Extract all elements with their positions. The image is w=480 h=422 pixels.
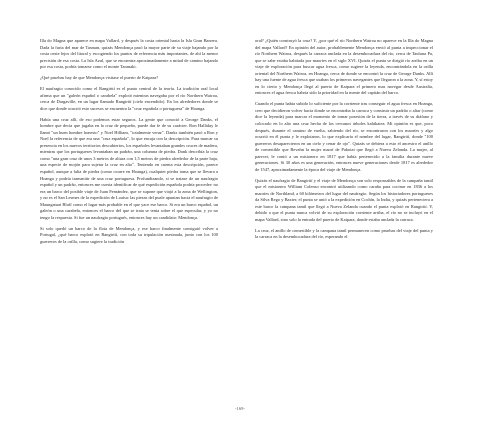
page-number: -169- — [235, 406, 245, 411]
paragraph: ¿Qué pruebas hay de que Mendonça visitase el puerto de Kaipara? — [40, 75, 159, 81]
paragraph: La cruz, el anillo de comestible y la campana tamil permanecen como pruebas del viaje del punta y la carraca en la desembocadura del río, esperando el — [255, 227, 433, 240]
paragraph: Si solo quedó un barco de la flota de Mendonça, y ese barco finalmente consiguió volver a Portugal, ¿qué barco explotó en Rangirití, con toda su tripulación asesinada, junto con los 100 guerreros de la orilla, como sugiere la tradición — [40, 225, 218, 244]
paragraph: El naufragio conocido como el Rangirití es el punto central de la teoría. La tradición oral local afirma que un "galeón español o carabela" explotó mientras navegaba por el río Northern Wairoa, cerca de Dargaville, en un lugar llamado Rangirití (cielo encendido). En los alrededores donde se dice que donde ocurrió esto sucesos se encuentra la "cruz española o portuguesa" de Hoanga. — [40, 86, 218, 111]
paragraph: Illa do Magna que aparece en mapa Vallard, y después la costa oriental hasta la Isla Gran Barrera. Dada la furia del mar de Tasman, quizás Mendonça pasó la mayor parte de su viaje bajando por la costa oeste lejos del litoral y escogiendo los puntos de referencia más importantes, de ahí la menor precisión de esa costa. La Isla Azul, que se encuentra aproximadamente a mitad de camino bajando por esa costa, podría tomarse como el monte Taranaki. — [40, 38, 218, 70]
paragraph: Había una cruz allí, de eso podemos estar seguros. La gente que conoció a George Danks, el hombre que decía que jugaba en la cruz de pequeño, puede dar fe de su carácter. Ron Halliday le llamó "un buen hombre honesto" y Noel Hilliam, "totalmente veraz". Danks también pasó a Ron y Noel la referencia de que era una "cruz española", lo que encaja con la descripción. Para marcar su presencia en los nuevos territorios descubiertos, los españoles levantaban grandes cruces de madera, mientras que los portugueses levantaban un padrão, una columna de piedra. Dank describía la cruz como "una gran cruz de unos 3 metros de altura con 1,5 metros de piedra alrededor de la parte baja, una especie de mojón para sujetar la cruz en alto". Teniendo en cuenta esta descripción, parece español, aunque a falta de piedra (como ocurre en Hoanga), cualquier piedra toma que se llevara a Hoanga y podría transmitir de una cruz portuguesa. Profundizando, si se tratase de un naufragio español y un padrão, entonces me cuesta identificar de qué expedición española podría proceder: no era un barco del posible viaje de Juan Fernández, que se supone que viajó a la zona de Wellington, y no es el San Lesmes de la expedición de Loaísa: las piezas del puzle apuntan hacia el naufragio de Maungatuai Bluff como el lugar más probable en el que yace ese barco. Si era un barco español, un galeón o una carabela, entonces el barco del que se trata se tenía sobre el que especular, y yo no tengo la respuesta. Si fue un naufragio portugués, entonces hay un candidato: Mendonça. — [40, 116, 218, 220]
paragraph: Cuando el punta había subido lo suficiente por la corriente tras conseguir el agua fresca en Hoanga, creo que decidieron volver hacia donde se encontraba la carraca y construir un padrão o altar (como dice la leyenda) para marcar el momento de tomar posesión de la tierra, a través de su diáfano y colocarlo en lo alto una cruz hecha de los cercanos árboles kahikatea. Mi opinión es que, poco después, durante el camino de vuelta, sabiendo del río, se encontraron con los maoríes y algo ocurrió en él punta y le explotaron, lo que explicaría el nombre del lugar, Rangirití, donde "100 guerreros desaparecieron en un cielo y cenar de ojo". Quizás se debiera a esto el ancestro el anillo de comestible que Bevahn la mujer maorí de Pakotai que llegó a Nueva Zelanda. La mujer, al parecer, le contó a un misionero en 1817 que había pertenecido a la familia durante nueve generaciones. Si 30 años es una generación, entonces nueve generaciones desde 1817 es alrededor de 1547, aproximadamente la época del viaje de Mendonça. — [255, 101, 433, 172]
paragraph: Quizás el naufragio de Rangirití y el viaje de Mendonça son solo responsables de la campaña tamil que el misionero William Colenso encontró utilizando como caraña para cocinar en 1836 a los maoríes de Northland, a 60 kilómetros del lugar del naufragio. Según los historiadores portugueses da Silva Rego y Baxter, el punta se unió a la expedición en Cochín, la India, y quizás perteneciera a este barco la campana tamil que llegó a Nueva Zelanda cuando el punta explotó en Rangirití. Y, debido a que el punta nunca volvió de su exploración corriente arriba, el río no se incluyó en el mapa Vallard, sino solo la entrada del puerto de Kaipara, donde estaba anclada la carraca. — [255, 177, 433, 222]
left-column — [40, 38, 218, 250]
right-column — [255, 38, 433, 245]
paragraph: oral? ¿Quién construyó la cruz? Y, ¿por qué el río Northern Wairoa no aparece en la Illa do Magna del mapa Vallard? En opinión del autor, probablemente Mendonça envió al punta a inspeccionar el río Northern Wairoa, después la carraca anclada en la desembocadura del río, cerca de Tauhara Pa, que se sabe estaba habitada por maoríes en el siglo XVI. Quizás el punta se dirigió río arriba en un viaje de exploración para buscar agua fresca, como sugiere la leyenda, encontrándola en la orilla oriental del Northern Wairoa, en Hoanga, cerca de donde se encontró la cruz de George Danks. Allí hay una fuente de agua fresca que usaban los primeros navegantes que llegaron a la zona. Y, sí estoy en lo cierto y Mendonça llegó al puerto de Kaipara el primero mas navegar desde Australia, entonces el agua fresca habría sido la prioridad en la mente del capitán del barco. — [255, 38, 433, 96]
